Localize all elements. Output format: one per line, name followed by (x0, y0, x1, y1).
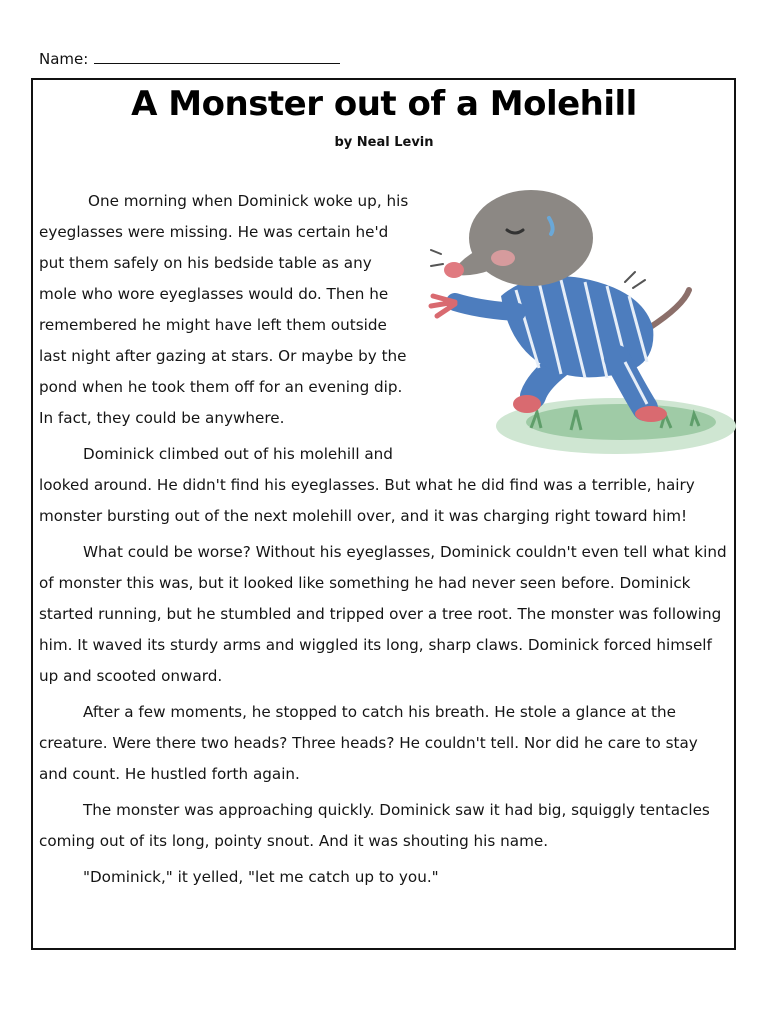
story-body (39, 186, 731, 898)
running-mole-illustration (421, 178, 739, 461)
name-blank-line (94, 51, 340, 64)
mole-drawing (421, 178, 739, 461)
story-paragraph: The monster was approaching quickly. Dominick saw it had big, squiggly tentacles coming out of its long, pointy snout. And it was shouting his name. (39, 801, 710, 850)
story-byline: by Neal Levin (334, 135, 434, 150)
story-title: A Monster out of a Molehill (131, 84, 637, 124)
story-paragraph: What could be worse? Without his eyeglasses, Dominick couldn't even tell what kind of monster this was, but it looked like something he had never seen before. Dominick started running, but he stumbled and tripped over a tree root. The monster was following him. It waved its sturdy arms and wiggled its long, sharp claws. Dominick forced himself up and scooted onward. (39, 543, 727, 685)
story-paragraph: "Dominick," it yelled, "let me catch up to you." (83, 868, 439, 886)
story-paragraph: After a few moments, he stopped to catch his breath. He stole a glance at the creature. Were there two heads? Three heads? He couldn't tell. Nor did he care to stay and count. He hustled forth again. (39, 703, 698, 783)
name-label: Name: (39, 50, 89, 68)
name-field (39, 50, 340, 68)
story-paragraph: Dominick climbed out of his molehill and looked around. He didn't find his eyeglasses. But what he did find was a terrible, hairy monster bursting out of the next molehill over, and it was charging right toward him! (39, 445, 695, 525)
story-paragraph: One morning when Dominick woke up, his eyeglasses were missing. He was certain he'd put them safely on his bedside table as any mole who wore eyeglasses would do. Then he remembered he might have left them outside last night after gazing at stars. Or maybe by the pond when he took them off for an evening dip. In fact, they could be anywhere. (39, 192, 409, 427)
